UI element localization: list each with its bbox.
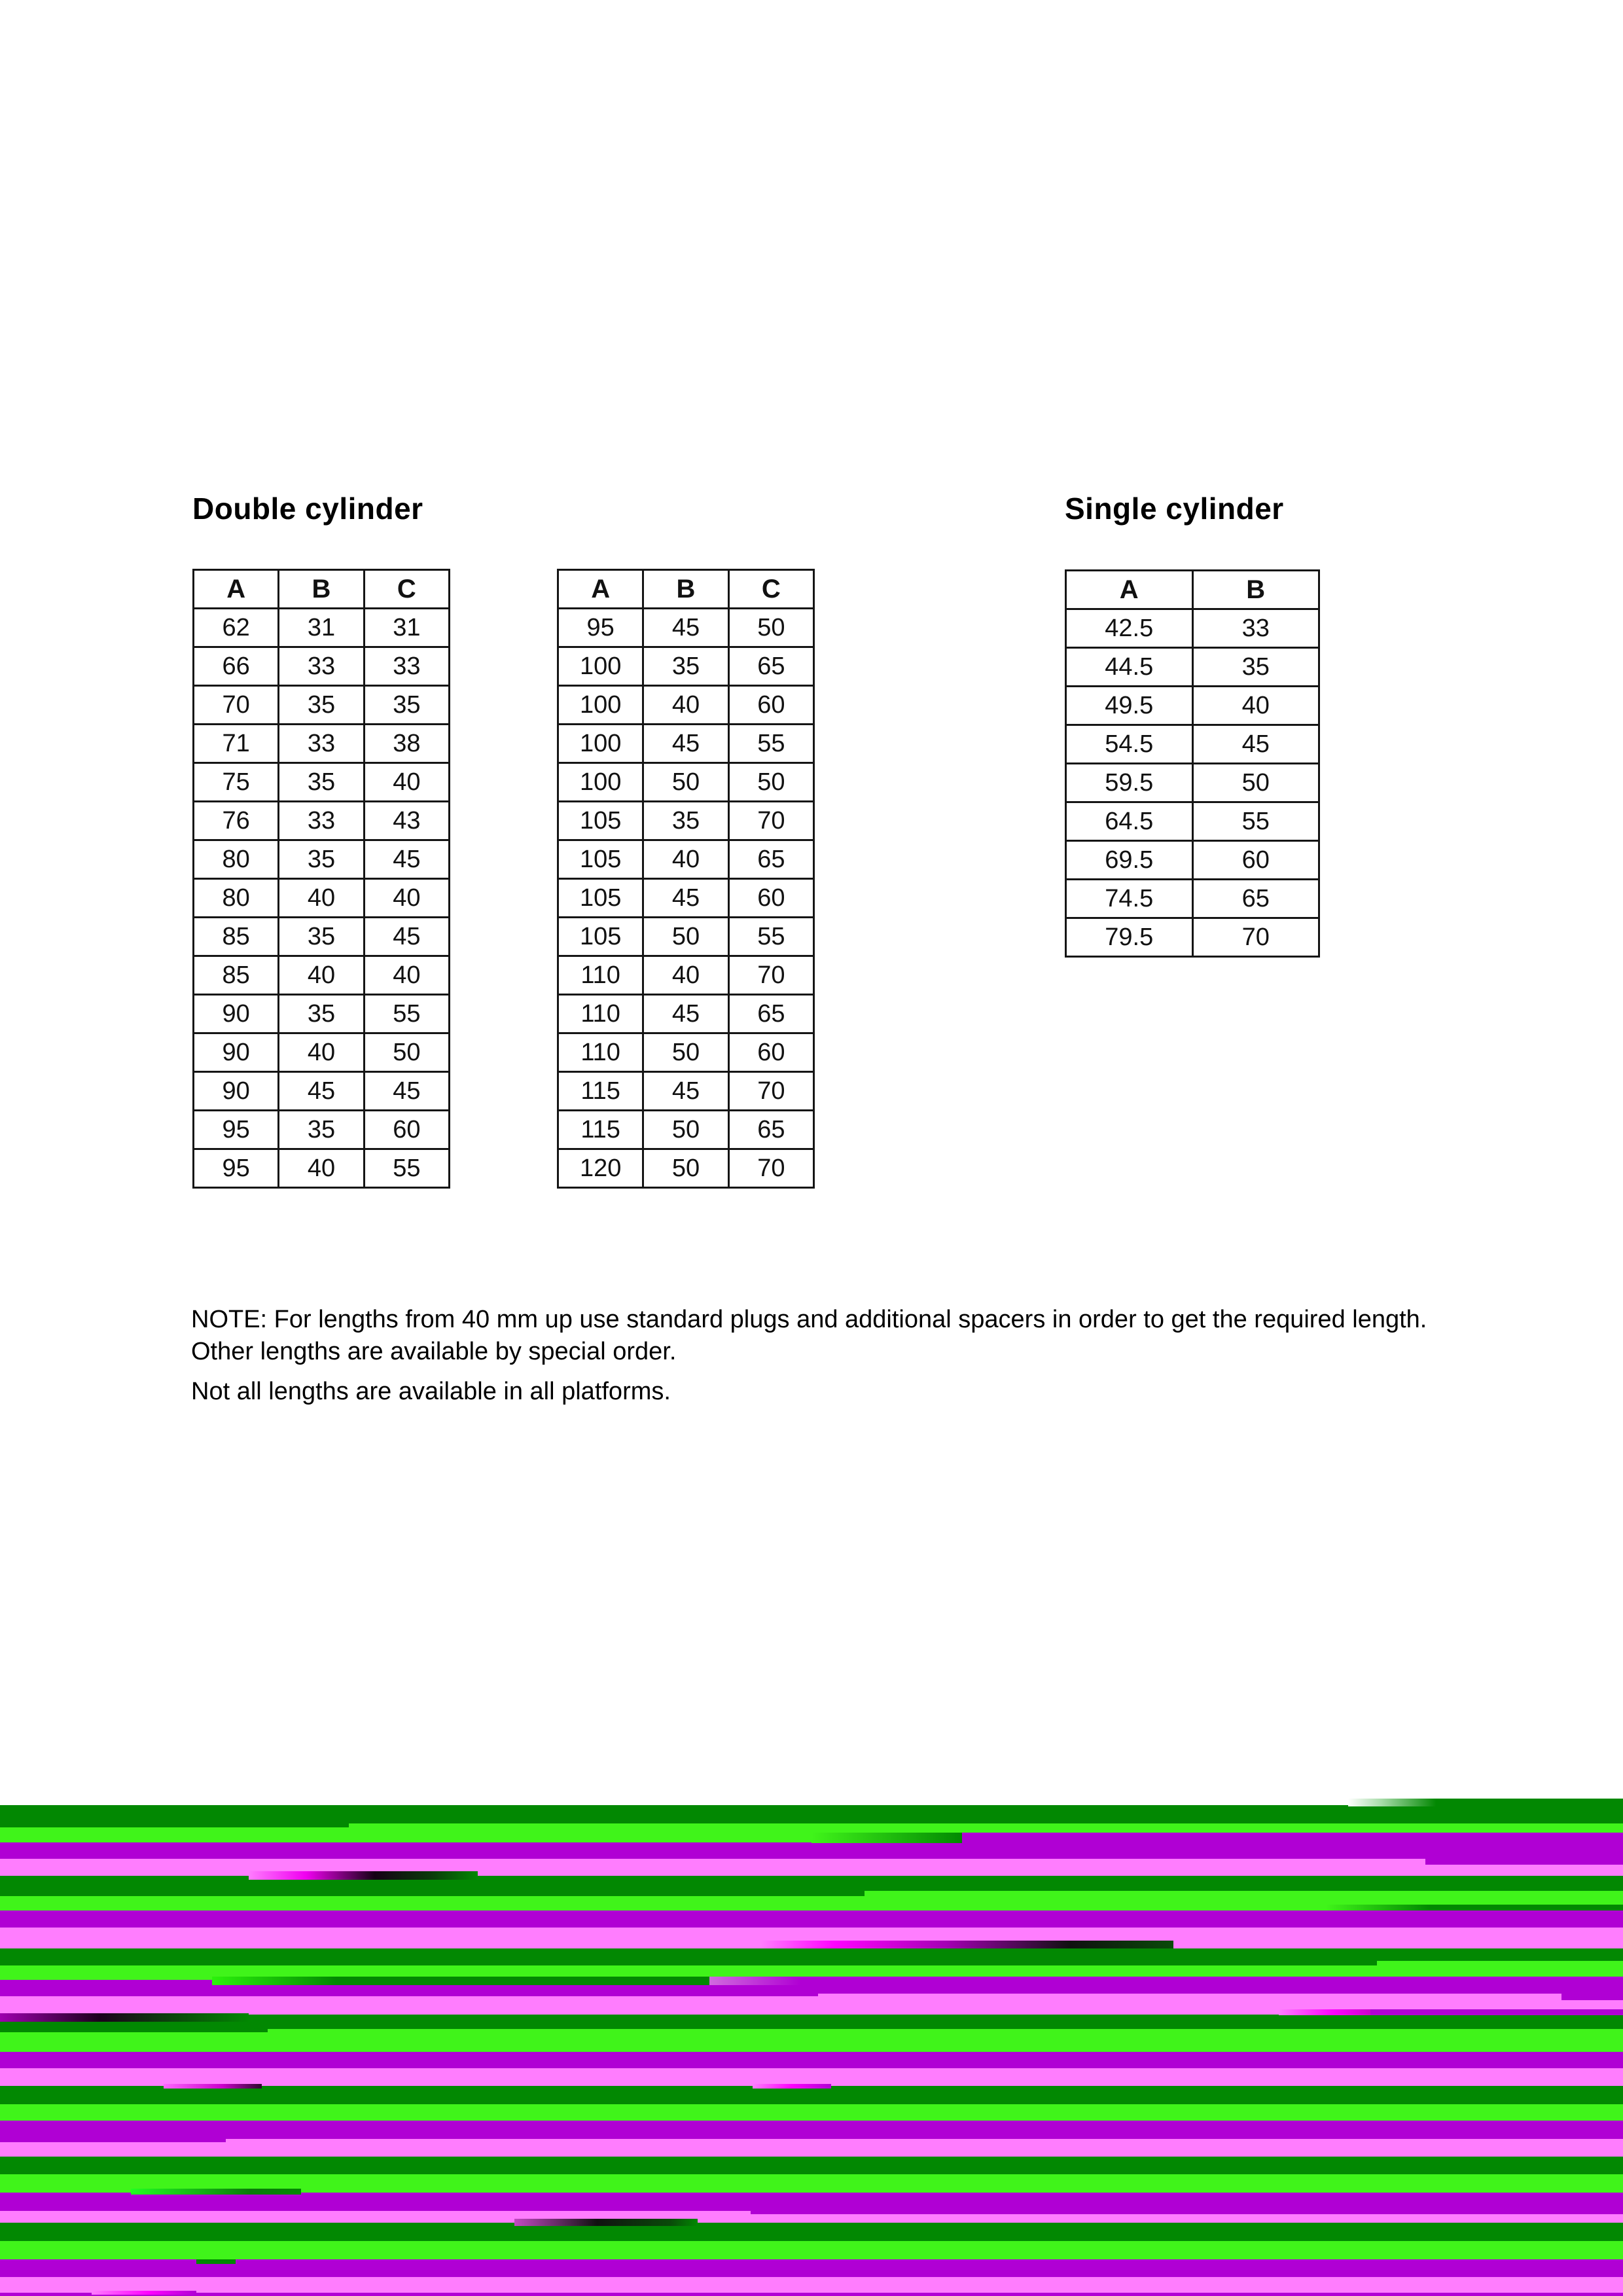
table-cell: 45 [279, 1072, 364, 1111]
table-row [558, 802, 814, 840]
table-column-header: B [279, 570, 364, 609]
table-row [194, 1072, 450, 1111]
table-cell: 50 [643, 918, 728, 956]
table-cell: 100 [558, 686, 643, 725]
table-row [558, 1033, 814, 1072]
glitch-stripe [0, 1928, 1623, 1948]
glitch-patch [196, 2259, 236, 2264]
glitch-stripe [0, 1910, 1623, 1928]
table-cell: 110 [558, 995, 643, 1033]
glitch-stripe [0, 2223, 1623, 2241]
glitch-stripe [0, 2293, 1623, 2296]
table-cell: 40 [279, 879, 364, 918]
table-cell: 70 [728, 1072, 813, 1111]
table-row [194, 763, 450, 802]
table-cell: 76 [194, 802, 279, 840]
table-cell: 43 [364, 802, 449, 840]
table-column-header: A [1066, 571, 1193, 609]
glitch-stripe [0, 1965, 1623, 1980]
table-cell: 70 [728, 802, 813, 840]
table-row [194, 1033, 450, 1072]
glitch-stripe [0, 2193, 1623, 2211]
table-row [1066, 841, 1319, 880]
glitch-stripe [0, 1876, 1623, 1896]
table-cell: 45 [643, 725, 728, 763]
table-row [1066, 687, 1319, 725]
glitch-stripe [0, 1980, 1623, 1996]
glitch-stripe [0, 1859, 1623, 1876]
table-row [558, 609, 814, 647]
table-cell: 35 [279, 686, 364, 725]
table-cell: 71 [194, 725, 279, 763]
glitch-patch [1370, 2009, 1623, 2015]
double-cylinder-heading: Double cylinder [192, 492, 423, 526]
table-row [194, 1149, 450, 1188]
table-cell: 65 [728, 995, 813, 1033]
table-cell: 31 [279, 609, 364, 647]
glitch-patch [709, 1977, 1623, 1985]
table-cell: 50 [643, 1149, 728, 1188]
note-line-3: Not all lengths are available in all platforms. [191, 1378, 671, 1405]
table-cell: 40 [643, 686, 728, 725]
table-row [194, 840, 450, 879]
table-cell: 64.5 [1066, 802, 1193, 841]
table-cell: 85 [194, 918, 279, 956]
table-cell: 105 [558, 918, 643, 956]
table-cell: 90 [194, 1072, 279, 1111]
table-cell: 40 [364, 879, 449, 918]
glitch-stripe [0, 2211, 1623, 2223]
table-cell: 35 [364, 686, 449, 725]
table-cell: 45 [1192, 725, 1319, 764]
table-cell: 60 [1192, 841, 1319, 880]
table-cell: 60 [728, 686, 813, 725]
table-cell: 80 [194, 879, 279, 918]
table-row [1066, 802, 1319, 841]
table-cell: 50 [1192, 764, 1319, 802]
table-row [558, 956, 814, 995]
table-cell: 38 [364, 725, 449, 763]
table-cell: 50 [364, 1033, 449, 1072]
table-row [558, 995, 814, 1033]
table-cell: 31 [364, 609, 449, 647]
table-cell: 40 [1192, 687, 1319, 725]
table-cell: 90 [194, 995, 279, 1033]
table-header-row [1066, 571, 1319, 609]
table-column-header: B [1192, 571, 1319, 609]
table-row [194, 725, 450, 763]
table-cell: 50 [643, 1033, 728, 1072]
glitch-patch [249, 1871, 478, 1880]
table-row [194, 647, 450, 686]
table-cell: 40 [279, 956, 364, 995]
table-column-header: C [728, 570, 813, 609]
table-cell: 105 [558, 879, 643, 918]
table-cell: 59.5 [1066, 764, 1193, 802]
glitch-patch [751, 2211, 1623, 2214]
table-cell: 40 [279, 1149, 364, 1188]
glitch-stripe [0, 2157, 1623, 2174]
table-row [558, 647, 814, 686]
glitch-patch [164, 2084, 262, 2089]
glitch-stripe [0, 1896, 1623, 1910]
table-cell: 65 [1192, 880, 1319, 918]
note-line-2: Other lengths are available by special order. [191, 1338, 677, 1365]
table-cell: 45 [364, 1072, 449, 1111]
glitch-patch [761, 1941, 1173, 1948]
glitch-stripe [0, 2259, 1623, 2277]
table-cell: 33 [279, 725, 364, 763]
table-cell: 95 [558, 609, 643, 647]
glitch-patch [131, 2189, 301, 2195]
glitch-patch [212, 1977, 709, 1985]
note-line-1: NOTE: For lengths from 40 mm up use standard plugs and additional spacers in order to get the required length. [191, 1306, 1427, 1333]
table-cell: 35 [279, 918, 364, 956]
glitch-stripe [0, 2174, 1623, 2193]
table-cell: 40 [364, 956, 449, 995]
table-cell: 65 [728, 1111, 813, 1149]
table-cell: 66 [194, 647, 279, 686]
table-row [194, 686, 450, 725]
glitch-patch [92, 2291, 196, 2295]
glitch-stripe [0, 2277, 1623, 2293]
table-header-row [558, 570, 814, 609]
table-row [558, 918, 814, 956]
table-row [558, 763, 814, 802]
table-cell: 100 [558, 725, 643, 763]
table-cell: 115 [558, 1111, 643, 1149]
table-column-header: C [364, 570, 449, 609]
table-cell: 33 [364, 647, 449, 686]
table-row [1066, 725, 1319, 764]
glitch-patch [0, 1823, 349, 1827]
table-cell: 65 [728, 840, 813, 879]
glitch-patch [753, 2084, 831, 2089]
table-cell: 55 [728, 918, 813, 956]
glitch-stripe [0, 1823, 1623, 1842]
table-cell: 115 [558, 1072, 643, 1111]
glitch-patch [1279, 2009, 1370, 2015]
table-row [558, 1149, 814, 1188]
glitch-patch [818, 1994, 1561, 1996]
table-cell: 35 [279, 1111, 364, 1149]
glitch-stripe [0, 1948, 1623, 1965]
table-cell: 55 [364, 995, 449, 1033]
table-cell: 50 [643, 1111, 728, 1149]
glitch-patch [1561, 1996, 1623, 2000]
table-cell: 110 [558, 956, 643, 995]
table-cell: 55 [1192, 802, 1319, 841]
table-cell: 55 [728, 725, 813, 763]
glitch-patch [962, 1833, 1623, 1843]
table-cell: 50 [728, 609, 813, 647]
single-cylinder-heading: Single cylinder [1065, 492, 1284, 526]
glitch-stripe [0, 1842, 1623, 1859]
glitch-stripe [0, 2139, 1623, 2157]
table-cell: 79.5 [1066, 918, 1193, 957]
table-cell: 95 [194, 1111, 279, 1149]
table-row [194, 918, 450, 956]
table-column-header: B [643, 570, 728, 609]
note-text [191, 1304, 1487, 1408]
table-row [1066, 880, 1319, 918]
table-row [1066, 918, 1319, 957]
glitch-stripe [0, 1996, 1623, 2015]
glitch-stripe [0, 2052, 1623, 2068]
table-cell: 95 [194, 1149, 279, 1188]
table-row [194, 609, 450, 647]
table-cell: 40 [364, 763, 449, 802]
table-row [1066, 609, 1319, 648]
table-cell: 45 [643, 1072, 728, 1111]
table-cell: 105 [558, 840, 643, 879]
table-cell: 40 [643, 840, 728, 879]
table-cell: 44.5 [1066, 648, 1193, 687]
table-column-header: A [558, 570, 643, 609]
table-header-row [194, 570, 450, 609]
table-cell: 120 [558, 1149, 643, 1188]
glitch-stripe [0, 2086, 1623, 2104]
table-cell: 50 [643, 763, 728, 802]
table-cell: 80 [194, 840, 279, 879]
table-cell: 45 [643, 995, 728, 1033]
table-cell: 110 [558, 1033, 643, 1072]
table-cell: 70 [194, 686, 279, 725]
table-row [1066, 648, 1319, 687]
table-cell: 35 [279, 840, 364, 879]
table-cell: 62 [194, 609, 279, 647]
glitch-patch [812, 1833, 962, 1843]
table-row [194, 879, 450, 918]
table-cell: 35 [279, 763, 364, 802]
table-cell: 33 [279, 647, 364, 686]
table-cell: 35 [1192, 648, 1319, 687]
table-cell: 70 [728, 1149, 813, 1188]
table-row [558, 725, 814, 763]
table-cell: 90 [194, 1033, 279, 1072]
glitch-stripe [0, 2121, 1623, 2139]
table-row [194, 1111, 450, 1149]
table-cell: 45 [364, 840, 449, 879]
table-cell: 35 [643, 802, 728, 840]
table-row [558, 1111, 814, 1149]
table-cell: 33 [1192, 609, 1319, 648]
single-cylinder-table [1065, 569, 1320, 958]
table-cell: 49.5 [1066, 687, 1193, 725]
glitch-patch [514, 2219, 698, 2226]
glitch-patch [0, 2013, 249, 2022]
table-cell: 65 [728, 647, 813, 686]
glitch-stripe [0, 1805, 1623, 1823]
table-cell: 54.5 [1066, 725, 1193, 764]
glitch-patch [1325, 1905, 1623, 1910]
table-cell: 70 [728, 956, 813, 995]
table-cell: 100 [558, 763, 643, 802]
glitch-stripe [0, 2104, 1623, 2121]
table-cell: 50 [728, 763, 813, 802]
glitch-patch [1348, 1799, 1623, 1806]
table-row [194, 995, 450, 1033]
table-cell: 35 [279, 995, 364, 1033]
glitch-patch [1377, 1961, 1623, 1965]
table-cell: 40 [643, 956, 728, 995]
table-cell: 42.5 [1066, 609, 1193, 648]
glitch-stripe [0, 2015, 1623, 2032]
table-cell: 60 [364, 1111, 449, 1149]
table-cell: 100 [558, 647, 643, 686]
double-cylinder-table-2 [557, 569, 815, 1189]
table-cell: 74.5 [1066, 880, 1193, 918]
glitch-stripe [0, 2241, 1623, 2259]
table-cell: 33 [279, 802, 364, 840]
table-cell: 75 [194, 763, 279, 802]
glitch-stripe [0, 2032, 1623, 2052]
table-cell: 70 [1192, 918, 1319, 957]
table-row [558, 879, 814, 918]
glitch-stripe [0, 2068, 1623, 2086]
table-cell: 105 [558, 802, 643, 840]
table-row [194, 956, 450, 995]
table-cell: 85 [194, 956, 279, 995]
table-row [1066, 764, 1319, 802]
glitch-patch [1425, 1859, 1623, 1865]
table-cell: 45 [643, 879, 728, 918]
table-cell: 69.5 [1066, 841, 1193, 880]
table-row [194, 802, 450, 840]
table-row [558, 1072, 814, 1111]
double-cylinder-table-1 [192, 569, 450, 1189]
table-cell: 60 [728, 879, 813, 918]
table-column-header: A [194, 570, 279, 609]
table-cell: 35 [643, 647, 728, 686]
glitch-patch [865, 1891, 1623, 1896]
table-cell: 55 [364, 1149, 449, 1188]
table-row [558, 840, 814, 879]
table-cell: 60 [728, 1033, 813, 1072]
table-cell: 45 [364, 918, 449, 956]
glitch-patch [268, 2029, 1623, 2034]
table-cell: 40 [279, 1033, 364, 1072]
table-cell: 45 [643, 609, 728, 647]
glitch-patch [0, 2139, 226, 2142]
table-row [558, 686, 814, 725]
